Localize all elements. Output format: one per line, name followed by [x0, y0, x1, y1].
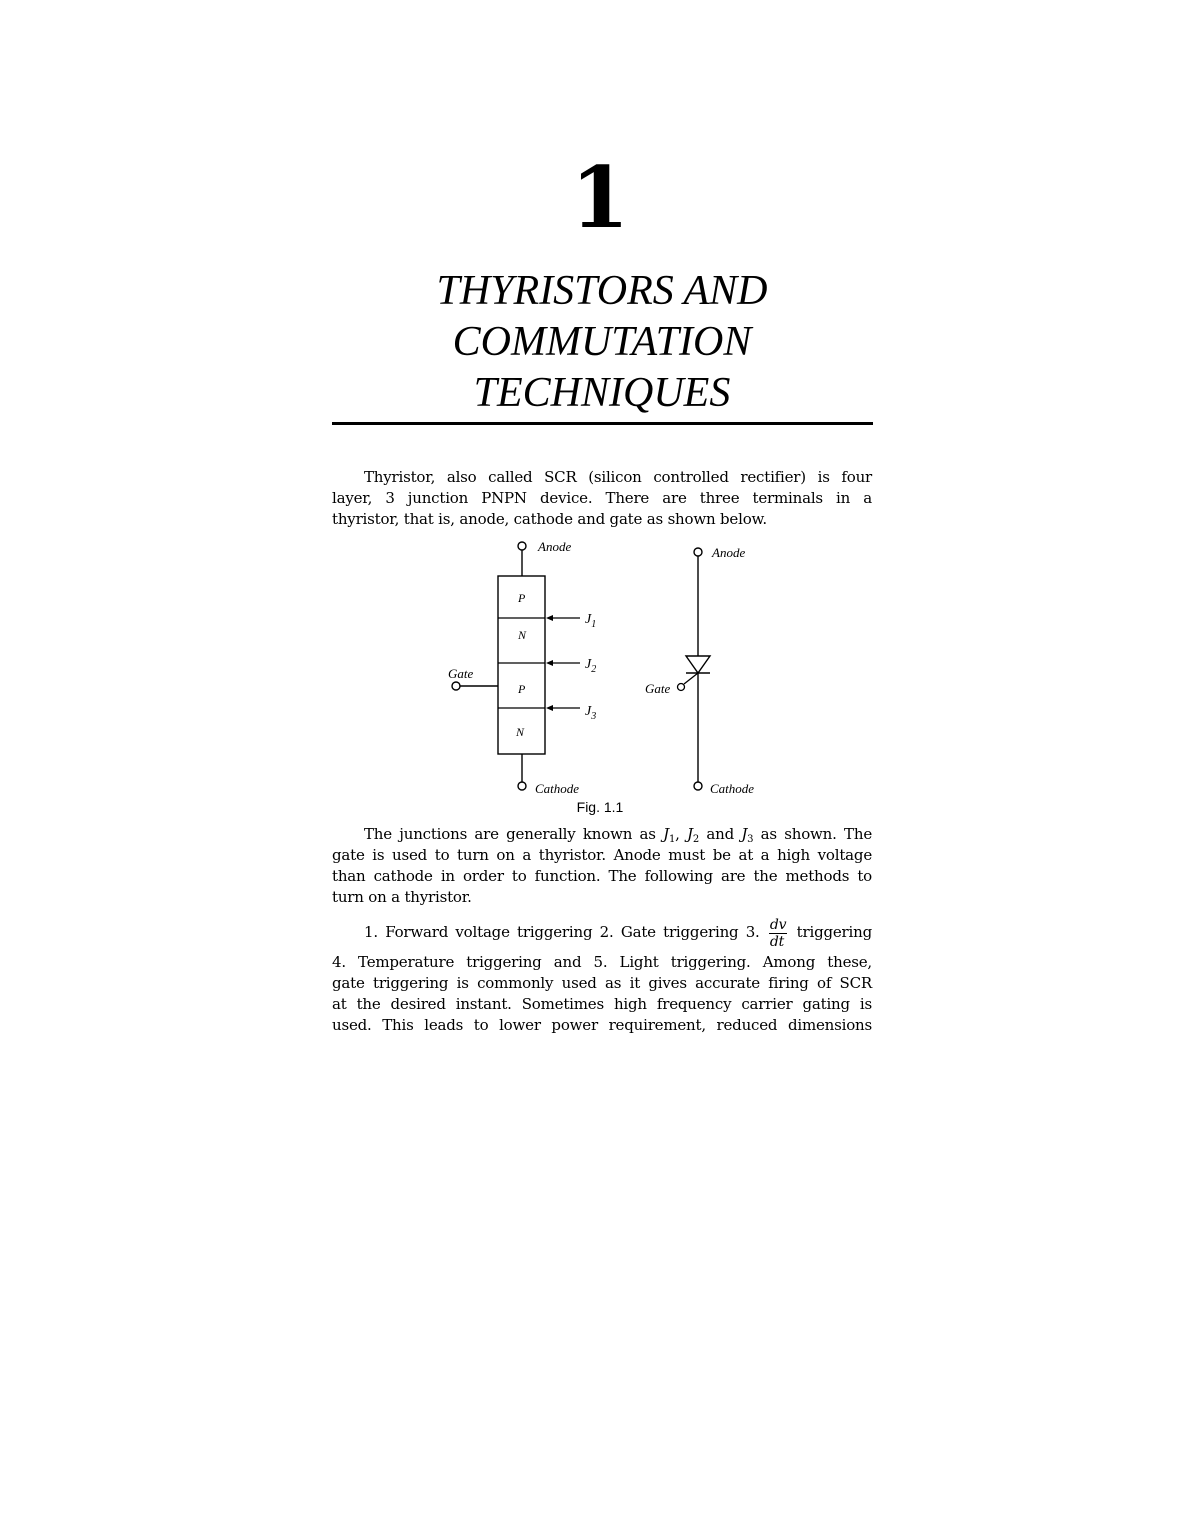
- gate-lead-right: [684, 673, 698, 684]
- thyristor-figure: [440, 536, 780, 806]
- gate-label-left: Gate: [448, 666, 474, 681]
- methods-paragraph: [332, 912, 872, 1036]
- thyristor-diagram: [440, 536, 780, 806]
- intro-line-3: thyristor, that is, anode, cathode and gate as shown below.: [332, 510, 767, 528]
- methods-line-5: used. This leads to lower power requirement, reduced dimensions: [332, 1016, 872, 1034]
- junction-3-label: $J_3$: [585, 704, 597, 722]
- junction-3-arrowhead: [546, 705, 553, 711]
- chapter-title: [332, 266, 872, 419]
- anode-label-left: Anode: [538, 539, 572, 554]
- anode-label-right: Anode: [712, 545, 746, 560]
- junction-2-label: $J_2$: [585, 657, 597, 675]
- chapter-title-line-1: THYRISTORS AND: [436, 268, 768, 314]
- junction-1-arrowhead: [546, 615, 553, 621]
- methods-line-4: at the desired instant. Sometimes high frequency carrier gating is: [332, 995, 872, 1013]
- figure-caption: Fig. 1.1: [576, 799, 624, 815]
- anode-terminal-left: [518, 542, 526, 550]
- intro-line-1: Thyristor, also called SCR (silicon controlled rectifier) is four: [364, 468, 872, 486]
- cathode-terminal-left: [518, 782, 526, 790]
- chapter-number: 1: [570, 148, 630, 247]
- junction-1-label: $J_1$: [585, 612, 597, 630]
- junctions-paragraph: [332, 824, 872, 908]
- chapter-title-line-3: TECHNIQUES: [473, 370, 731, 416]
- dv-dt-fraction: $\frac{dv}{dt}$: [769, 916, 787, 950]
- methods-line-3: gate triggering is commonly used as it gives accurate firing of SCR: [332, 974, 872, 992]
- layer-n1: N: [518, 628, 527, 642]
- gate-terminal-right: [678, 684, 685, 691]
- junctions-line-3: than cathode in order to function. The following are the methods to: [332, 867, 872, 885]
- intro-paragraph: [332, 467, 872, 530]
- junctions-line-2: gate is used to turn on a thyristor. Anode must be at a high voltage: [332, 846, 872, 864]
- methods-line-1: 1. Forward voltage triggering 2. Gate triggering 3. $\frac{dv}{dt}$ triggering: [364, 916, 872, 950]
- chapter-title-line-2: COMMUTATION: [452, 319, 752, 365]
- junctions-line-4: turn on a thyristor.: [332, 888, 472, 906]
- cathode-label-right: Cathode: [710, 781, 755, 796]
- anode-terminal-right: [694, 548, 702, 556]
- layer-n2: N: [516, 725, 525, 739]
- gate-terminal-left: [452, 682, 460, 690]
- gate-label-right: Gate: [645, 681, 671, 696]
- cathode-label-left: Cathode: [535, 781, 580, 796]
- layer-p2: P: [518, 682, 526, 696]
- intro-line-2: layer, 3 junction PNPN device. There are three terminals in a: [332, 489, 872, 507]
- title-rule: [332, 422, 873, 425]
- methods-line-2: 4. Temperature triggering and 5. Light triggering. Among these,: [332, 953, 872, 971]
- junction-2-arrowhead: [546, 660, 553, 666]
- cathode-terminal-right: [694, 782, 702, 790]
- junctions-line-1: The junctions are generally known as $J_1$, $J_2$ and $J_3$ as shown. The: [364, 825, 872, 845]
- layer-p1: P: [518, 591, 526, 605]
- thyristor-triangle: [686, 656, 710, 673]
